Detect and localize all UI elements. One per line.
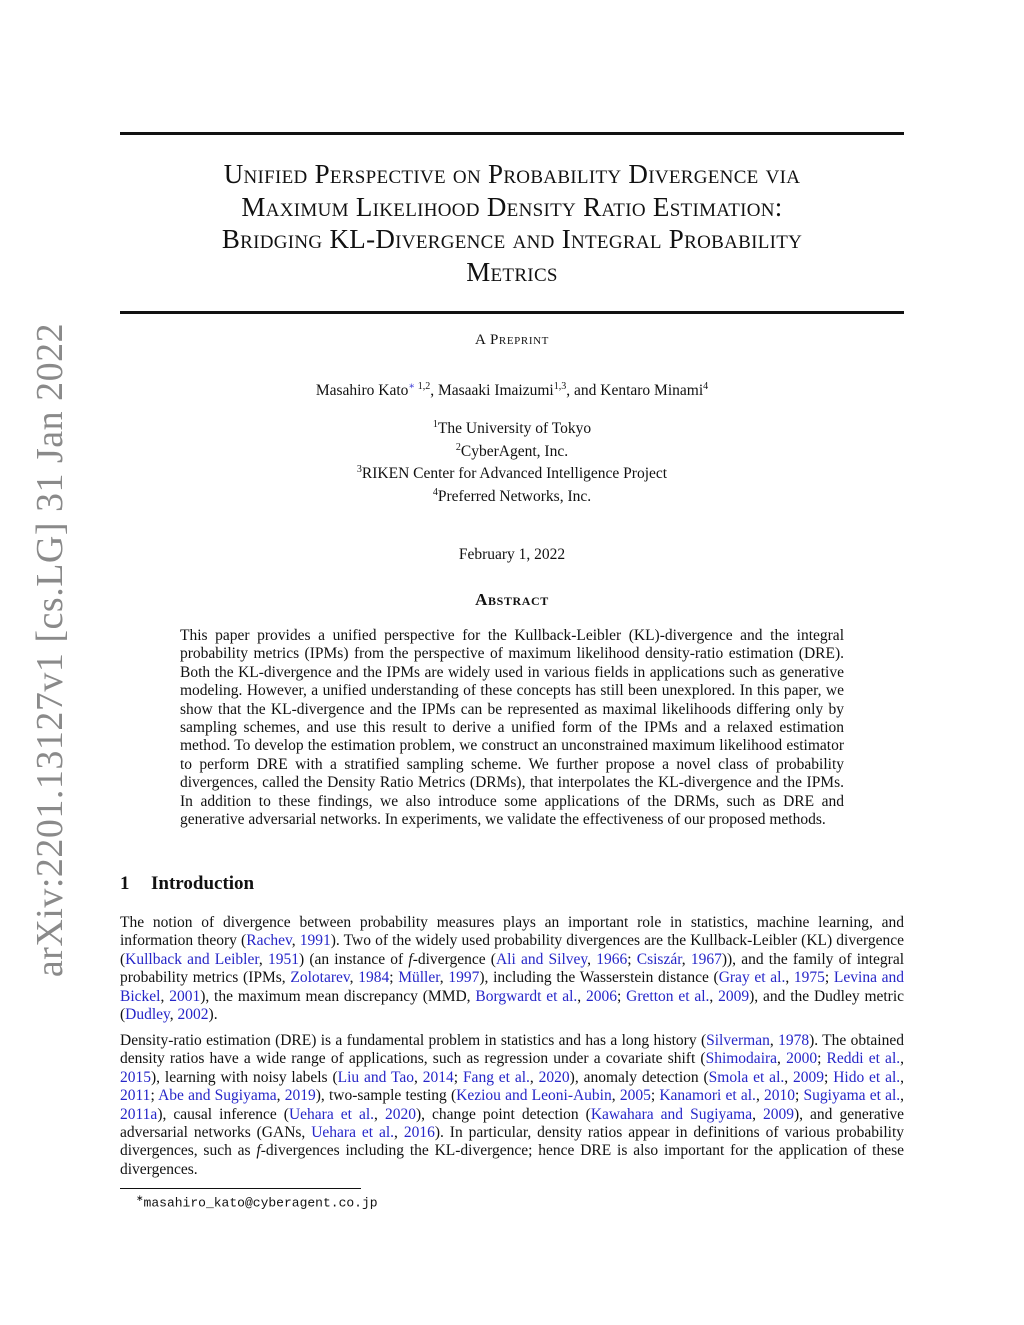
citation-link[interactable]: Shimodaira — [705, 1050, 778, 1068]
citation-link[interactable]: 2014 — [422, 1068, 454, 1086]
citation-link[interactable]: Kawahara and Sugiyama — [590, 1105, 753, 1123]
author-list — [120, 381, 904, 400]
preprint-label: A Preprint — [475, 332, 549, 348]
footnote — [136, 1193, 378, 1210]
citation-link[interactable]: 2006 — [586, 987, 618, 1005]
citation-link[interactable]: Kanamori et al. — [659, 1087, 756, 1105]
author-name: Masahiro Kato — [315, 382, 409, 400]
title-line: Metrics — [466, 256, 558, 287]
citation-link[interactable]: Müller — [398, 969, 440, 987]
citation-link[interactable]: 2009 — [793, 1068, 824, 1086]
affiliation — [120, 439, 904, 462]
citation-link[interactable]: Reddi et al. — [826, 1050, 901, 1068]
citation-link[interactable]: 1966 — [596, 950, 628, 968]
citation-link[interactable]: Fang et al. — [462, 1068, 530, 1086]
citation-link[interactable]: 1997 — [448, 969, 480, 987]
affiliation — [120, 416, 904, 439]
footnote-mark: ∗ — [136, 1193, 144, 1203]
citation-link[interactable]: 1951 — [267, 950, 299, 968]
arxiv-identifier: arXiv:2201.13127v1 [cs.LG] 31 Jan 2022 — [29, 322, 71, 978]
citation-link[interactable]: 2009 — [762, 1105, 794, 1123]
math-symbol: f — [408, 950, 413, 968]
citation-link[interactable]: 2001 — [169, 987, 201, 1005]
affiliation-name: The University of Tokyo — [437, 420, 592, 438]
footnote-email[interactable]: masahiro_kato@cyberagent.co.jp — [143, 1195, 378, 1211]
citation-link[interactable]: 1991 — [299, 932, 331, 950]
citation-link[interactable]: 2015 — [120, 1068, 151, 1086]
citation-link[interactable]: Uehara et al. — [288, 1105, 375, 1123]
affiliation-number: 4 — [432, 486, 438, 498]
abstract-body: This paper provides a unified perspective for the Kullback-Leibler (KL)-divergence and the integral probability metrics (IPMs) from the perspective of maximum likelihood density-ratio estimation (DRE). Both the KL-divergence and the IPMs are widely used in various fields in applications such as generative modeling. However, a unified understanding of these concepts has still been unexplored. In this paper, we show that the KL-divergence and the IPMs can be represented as maximal likelihoods differing only by sampling schemes, and use this result to derive a unified form of the IPMs and a relaxed estimation method. To develop the estimation problem, we construct an unconstrained maximum likelihood estimator to perform DRE with a stratified sampling scheme. We further propose a novel class of probability divergences, called the Density Ratio Metrics (DRMs), that interpolates the KL-divergence and the IPMs. In addition to these findings, we also introduce some applications of the DRMs, such as DRE and generative adversarial networks. In experiments, we validate the effectiveness of our proposed methods. — [180, 627, 844, 829]
citation-link[interactable]: 2016 — [403, 1124, 435, 1142]
citation-link[interactable]: Dudley — [125, 1006, 170, 1024]
citation-link[interactable]: Gray et al. — [718, 969, 786, 987]
citation-link[interactable]: 1984 — [358, 969, 390, 987]
citation-link[interactable]: Keziou and Leoni-Aubin — [456, 1087, 612, 1105]
citation-link[interactable]: 2020 — [538, 1068, 570, 1086]
math-symbol: f — [256, 1142, 261, 1160]
citation-link[interactable]: Csiszár — [636, 950, 682, 968]
title-bottom-rule — [120, 311, 904, 314]
citation-link[interactable]: 2011 — [120, 1087, 151, 1105]
affiliation — [120, 461, 904, 484]
paper-date: February 1, 2022 — [458, 546, 566, 563]
citation-link[interactable]: 2019 — [284, 1087, 316, 1105]
author-affiliation-numbers: 1,2 — [417, 381, 431, 392]
section-heading — [120, 873, 254, 895]
affiliation-number: 1 — [432, 419, 438, 430]
citation-link[interactable]: Silverman — [706, 1032, 770, 1049]
citation-link[interactable]: 1975 — [793, 969, 825, 987]
citation-link[interactable]: Rachev — [246, 932, 292, 950]
title-top-rule — [120, 132, 904, 135]
citation-link[interactable]: 2005 — [619, 1087, 651, 1105]
citation-link[interactable]: 2020 — [384, 1105, 416, 1123]
affiliation-number: 2 — [455, 441, 461, 453]
citation-link[interactable]: Abe and Sugiyama — [158, 1087, 277, 1105]
citation-link[interactable]: 1978 — [778, 1032, 810, 1049]
section-number: 1 — [120, 873, 130, 894]
citation-link[interactable]: 2000 — [786, 1050, 818, 1068]
affiliation — [120, 484, 904, 507]
citation-link[interactable]: 1967 — [690, 950, 722, 968]
citation-link[interactable]: 2011a — [120, 1105, 158, 1123]
section-title: Introduction — [151, 873, 255, 894]
title-line: Unified Perspective on Probability Divergence via — [223, 159, 801, 189]
citation-link[interactable]: Hido et al. — [833, 1068, 901, 1086]
citation-link[interactable]: 2002 — [177, 1006, 209, 1024]
intro-paragraph-1: The notion of divergence between probability measures plays an important role in statistics, machine learning, and information theory (Rachev, 1991). Two of the widely used probability divergences are the Kullback-Leibler (KL) divergence (Kullback and Leibler, 1951) (an instance of f-divergence (Ali and Silvey, 1966; Csiszár, 1967)), and the family of integral probability metrics (IPMs, Zolotarev, 1984; Müller, 1997), including the Wasserstein distance (Gray et al., 1975; Levina and Bickel, 2001), the maximum mean discrepancy (MMD, Borgwardt et al., 2006; Gretton et al., 2009), and the Dudley metric (Dudley, 2002). — [120, 914, 905, 1024]
citation-link[interactable]: Kullback and Leibler — [125, 950, 259, 968]
author-affiliation-numbers: 4 — [703, 381, 709, 392]
citation-link[interactable]: Zolotarev — [290, 969, 350, 987]
citation-link[interactable]: Borgwardt et al. — [475, 987, 578, 1005]
author-separator: , and — [566, 382, 601, 400]
affiliation-name: RIKEN Center for Advanced Intelligence Project — [361, 465, 668, 483]
author-separator: , — [430, 382, 438, 400]
citation-link[interactable]: Smola et al. — [708, 1068, 785, 1086]
citation-link[interactable]: Liu and Tao — [337, 1068, 414, 1086]
title-line: Maximum Likelihood Density Ratio Estimation: — [241, 191, 783, 222]
citation-link[interactable]: Sugiyama et al. — [803, 1087, 901, 1105]
citation-link[interactable]: Uehara et al. — [311, 1124, 395, 1142]
author-name: Kentaro Minami — [600, 382, 704, 400]
citation-link[interactable]: 2009 — [718, 987, 750, 1005]
affiliation-number: 3 — [356, 464, 362, 476]
citation-link[interactable]: Ali and Silvey — [495, 950, 588, 968]
author-name: Masaaki Imaizumi — [437, 382, 554, 400]
citation-link[interactable]: 2010 — [764, 1087, 796, 1105]
affiliation-list — [120, 416, 904, 507]
paper-title — [120, 158, 904, 288]
abstract-heading: Abstract — [475, 590, 549, 609]
affiliation-name: CyberAgent, Inc. — [460, 442, 569, 460]
affiliation-name: Preferred Networks, Inc. — [437, 488, 592, 506]
author-affiliation-numbers: 1,3 — [553, 381, 567, 392]
corresponding-author-mark[interactable]: ∗ — [408, 381, 416, 392]
citation-link[interactable]: Gretton et al. — [626, 987, 710, 1005]
intro-paragraph-2: Density-ratio estimation (DRE) is a fundamental problem in statistics and has a long history (Silverman, 1978). The obtained density ratios have a wide range of applications, such as regression under a covariate shift (Shimodaira, 2000; Reddi et al., 2015), learning with noisy labels (Liu and Tao, 2014; Fang et al., 2020), anomaly detection (Smola et al., 2009; Hido et al., 2011; Abe and Sugiyama, 2019), two-sample testing (Keziou and Leoni-Aubin, 2005; Kanamori et al., 2010; Sugiyama et al., 2011a), causal inference (Uehara et al., 2020), change point detection (Kawahara and Sugiyama, 2009), and generative adversarial networks (GANs, Uehara et al., 2016). In particular, density ratios appear in definitions of various probability divergences, such as f-divergences including the KL-divergence; hence DRE is also important for the application of these divergences. — [120, 1032, 905, 1178]
footnote-rule — [120, 1188, 361, 1189]
citation-link[interactable]: Levina and Bickel — [120, 969, 905, 1005]
title-line: Bridging KL-Divergence and Integral Probability — [221, 224, 803, 254]
